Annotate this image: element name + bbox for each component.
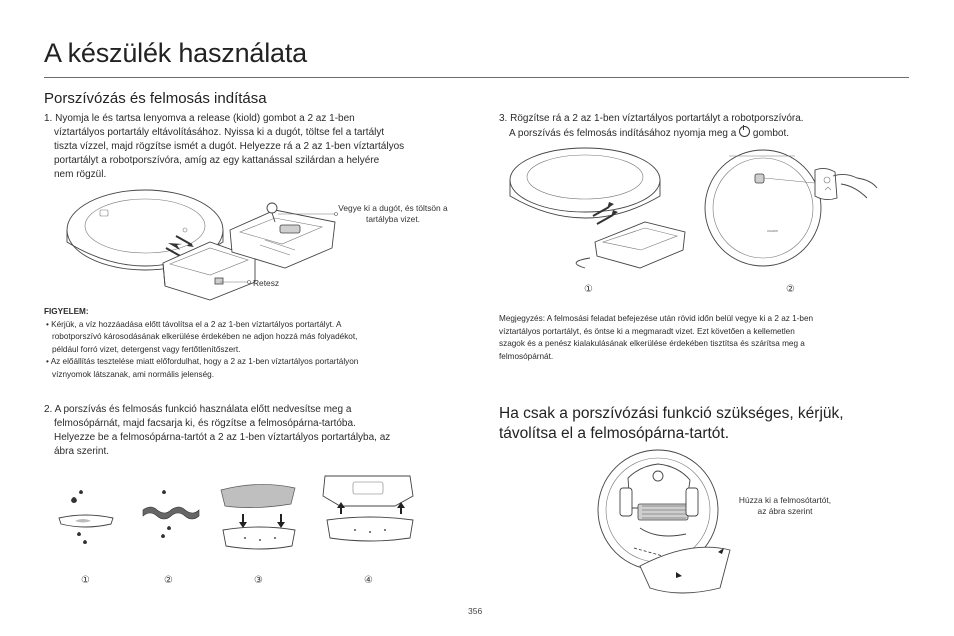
pull-holder-label [720,495,850,517]
warning-line: • Az előállítás tesztelése miatt előfordulhat, hogy a 2 az 1-ben víztartályos portartályon [46,357,359,366]
step1-line: portartályt a robotporszívóra, amíg az egy kattanással szilárdan a helyére [54,155,380,166]
warning-block [44,306,484,381]
page-title: A készülék használata [44,38,307,68]
step2-figure-number: ③ [254,575,263,586]
plug-label [338,203,448,225]
warning-heading: FIGYELEM: [44,307,89,316]
step2-line: felmosópárnát, majd facsarja ki, és rögzítse a felmosópárna-tartóba. [54,418,356,429]
warning-line: • Kérjük, a víz hozzáadása előtt távolítsa el a 2 az 1-ben víztartályos portartályt. A [46,319,342,329]
note-line: A felmosási feladat befejezése után rövid időn belül vegye ki a 2 az 1-ben [544,314,814,323]
note-label: Megjegyzés: [499,314,545,323]
step3-figure-number: ① [584,284,593,295]
pull-holder-label-line: az ábra szerint [757,506,813,516]
step2-text [44,403,474,459]
step2-figure-number: ② [164,575,173,586]
section-heading: Porszívózás és felmosás indítása [44,90,267,107]
step2-figure-number: ④ [364,575,373,586]
note-block [499,313,899,363]
step2-figure-number: ① [81,575,90,586]
step1-line: nem rögzül. [54,169,107,180]
pad-holder-illustration [221,484,295,549]
vacuum-only-heading-line: távolítsa el a felmosópárna-tartót. [499,425,730,442]
svg-text:XIAOMI: XIAOMI [767,229,778,233]
step1-line: víztartályos portartály eltávolításához. Nyissa ki a dugót, töltse fel a tartályt [54,127,385,138]
underside-illustration [600,448,740,598]
title-divider [44,77,909,78]
vacuum-only-heading [499,404,899,444]
twisted-pad-illustration [143,490,199,538]
latch-label: Retesz [253,278,280,288]
step3-text [499,112,919,141]
tank-holder-illustration [323,476,413,541]
step1-line: 1. Nyomja le és tartsa lenyomva a release (kiold) gombot a 2 az 1-ben [44,113,355,124]
vacuum-only-heading-line: Ha csak a porszívózási funkció szükséges, kérjük, [499,405,844,422]
robot-top-illustration [705,150,825,266]
mop-pad-illustration [59,490,113,544]
step3-line: 3. Rögzítse rá a 2 az 1-ben víztartályos portartályt a robotporszívóra. [499,113,804,124]
step2-line: ábra szerint. [54,446,110,457]
page-number: 356 [468,606,483,616]
power-button-icon [739,126,750,137]
robot-attach-illustration [510,148,685,268]
pull-holder-label-line: Húzza ki a felmosótartót, [738,495,832,505]
step3-illustration [505,150,895,275]
step3-line2-end: gombot. [752,128,790,139]
step3-line-2 [499,126,919,141]
plug-label-text: Vegye ki a dugót, és töltsön a tartályba vizet. [338,203,448,224]
note-line: víztartályos portartályt, és öntse ki a megmaradt vizet. Ezt követően a kellemetlen [499,326,795,336]
press-button-illustration [815,168,877,199]
warning-line: robotporszívó károsodásának elkerülése érdekében ne adjon hozzá más folyadékot, [52,332,358,341]
step3-line2-text: A porszívás és felmosás indításához nyomja meg a [509,128,737,139]
step1-line: tiszta vízzel, majd rögzítse ismét a dugót. Helyezze rá a 2 az 1-ben víztartályos [54,141,405,152]
step1-text [44,112,474,182]
step2-line: Helyezze be a felmosópárna-tartót a 2 az 1-ben víztartályos portartályba, az [54,432,391,443]
warning-line: például forró vizet, detergenst vagy fertőtlenítőszert. [52,344,241,354]
warning-line: víznyomok látszanak, ami normális jelenség. [52,369,214,379]
note-line: felmosópárnát. [499,351,554,361]
step2-illustration [55,470,435,565]
step2-line: 2. A porszívás és felmosás funkció használata előtt nedvesítse meg a [44,404,352,415]
note-line: szagok és a penész kialakulásának elkerülése érdekében tisztítsa és szárítsa meg a [499,339,805,348]
step3-figure-number: ② [786,284,795,295]
